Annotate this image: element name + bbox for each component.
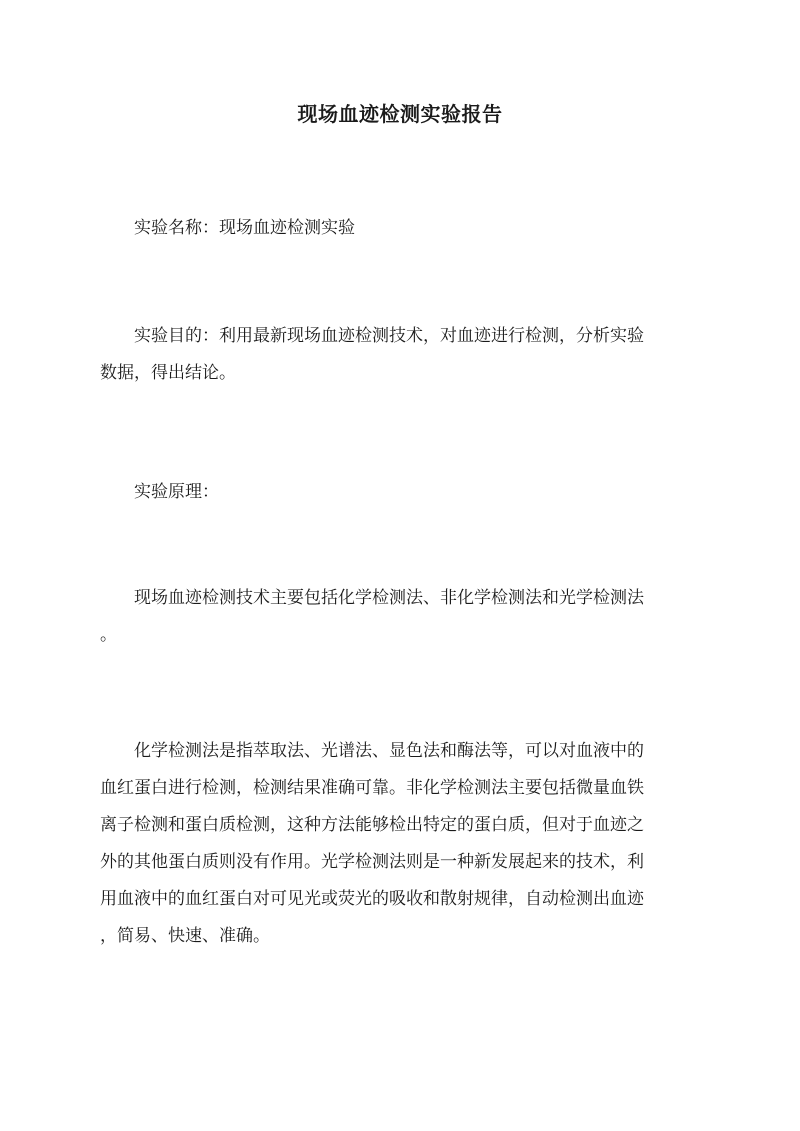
paragraph-detection-methods — [100, 580, 700, 654]
paragraph-line: 现场血迹检测技术主要包括化学检测法、非化学检测法和光学检测法 — [134, 588, 644, 608]
paragraph-line: 实验目的：利用最新现场血迹检测技术，对血迹进行检测，分析实验 — [134, 326, 644, 346]
paragraph-line: 血红蛋白进行检测，检测结果准确可靠。非化学检测法主要包括微量血铁 — [100, 778, 644, 798]
paragraph-line: 用血液中的血红蛋白对可见光或荧光的吸收和散射规律，自动检测出血迹 — [100, 889, 644, 909]
document-title: 现场血迹检测实验报告 — [297, 102, 503, 126]
paragraph-line: 实验原理： — [134, 482, 219, 502]
paragraph-line: 。 — [100, 625, 117, 645]
paragraph-experiment-principle-heading — [100, 474, 700, 511]
paragraph-experiment-purpose — [100, 318, 700, 392]
paragraph-line: 化学检测法是指萃取法、光谱法、显色法和酶法等，可以对血液中的 — [134, 741, 644, 761]
paragraph-line: 实验名称：现场血迹检测实验 — [134, 218, 355, 238]
paragraph-experiment-name — [100, 210, 700, 247]
paragraph-line: 离子检测和蛋白质检测，这种方法能够检出特定的蛋白质，但对于血迹之 — [100, 815, 644, 835]
paragraph-line: ，简易、快速、准确。 — [100, 926, 270, 946]
paragraph-line: 数据，得出结论。 — [100, 363, 236, 383]
paragraph-line: 外的其他蛋白质则没有作用。光学检测法则是一种新发展起来的技术，利 — [100, 852, 644, 872]
paragraph-methods-detail — [100, 733, 700, 955]
